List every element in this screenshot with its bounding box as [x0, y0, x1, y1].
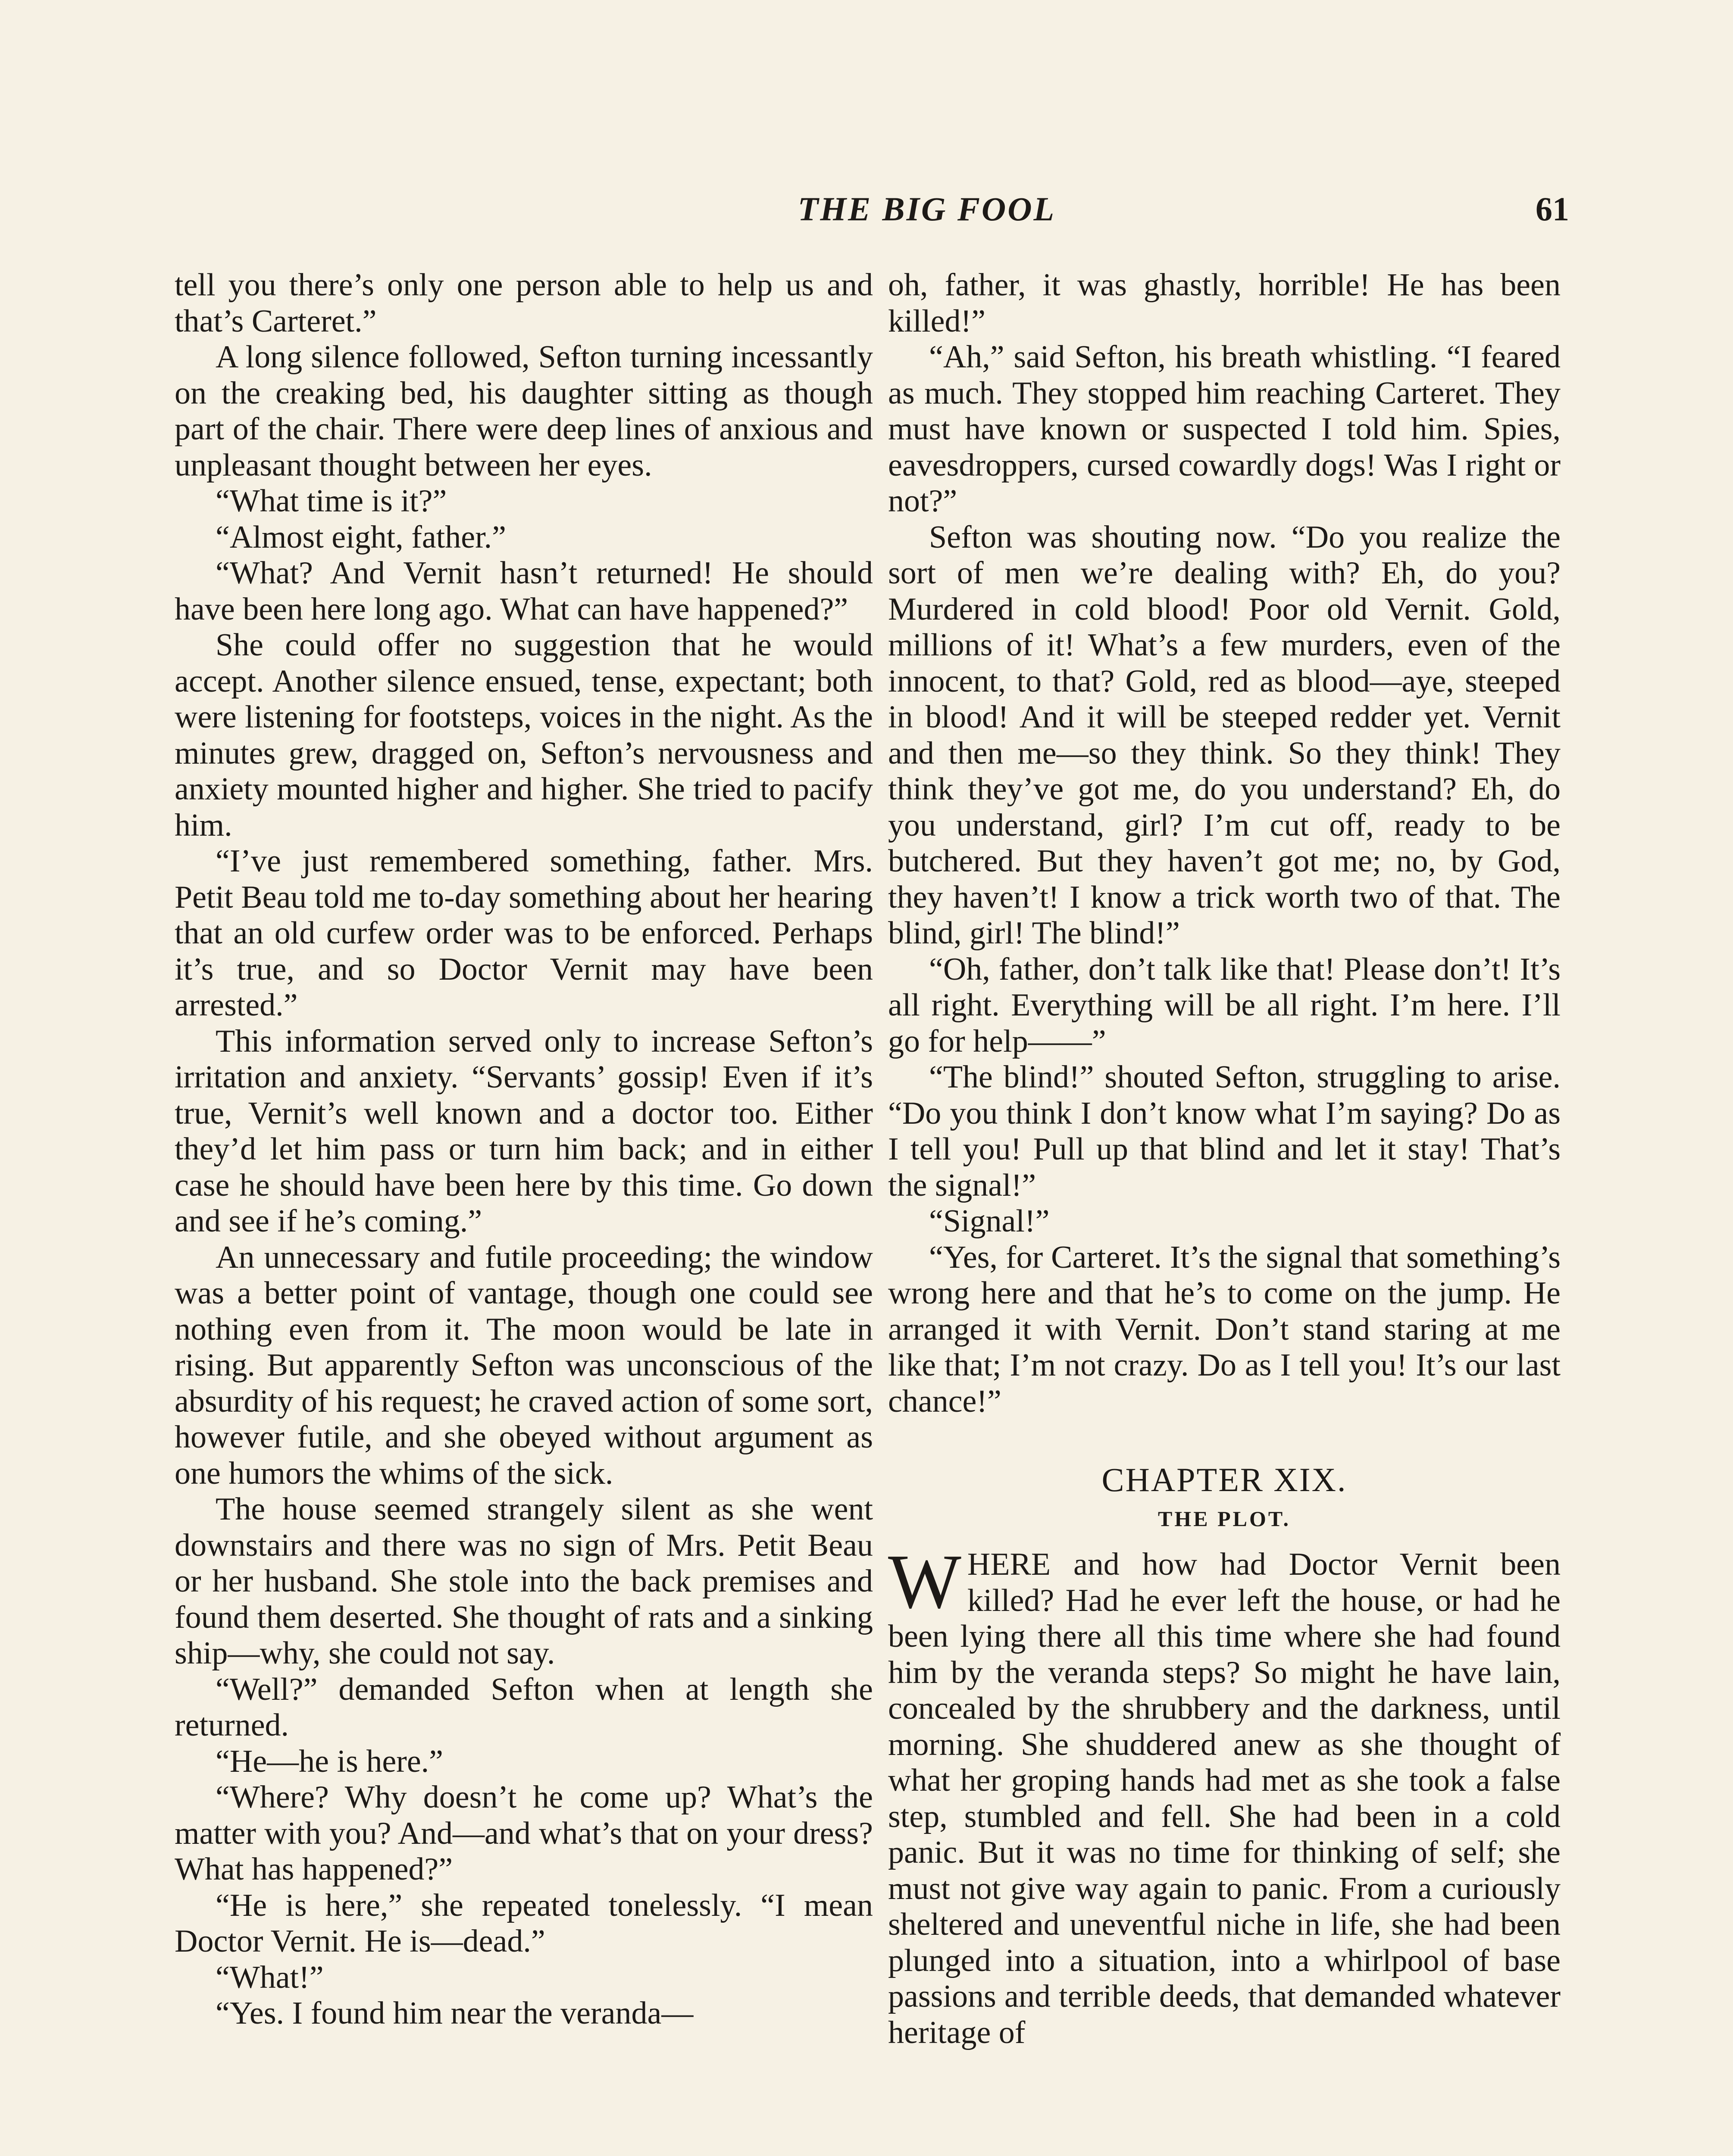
paragraph: “Almost eight, father.”	[216, 519, 507, 555]
paragraph: “Oh, father, don’t talk like that! Please don’t! It’s all right. Everything will be all right. I’m here. I’ll go for help——”	[888, 951, 1561, 1059]
paragraph: This information served only to increase Sefton’s irritation and anxiety. “Servants’ gossip! Even if it’s true, Vernit’s well known and a doctor too. Either they’d let him pass or turn him back; and in either case he should have been here by this time. Go down and see if he’s coming.”	[175, 1023, 873, 1239]
paragraph: “What time is it?”	[216, 483, 447, 519]
paragraph: “The blind!” shouted Sefton, struggling to arise. “Do you think I don’t know what I’m saying? Do as I tell you! Pull up that blind and let it stay! That’s the signal!”	[888, 1059, 1561, 1203]
right-column	[888, 267, 1561, 2156]
running-title: THE BIG FOOL	[798, 190, 1056, 228]
paragraph: oh, father, it was ghastly, horrible! He has been killed!”	[888, 267, 1561, 339]
paragraph: An unnecessary and futile proceeding; the window was a better point of vantage, though one could see nothing even from it. The moon would be late in rising. But apparently Sefton was unconscious of the absurdity of his request; he craved action of some sort, however futile, and she obeyed without argument as one humors the whims of the sick.	[175, 1239, 873, 1491]
drop-cap: W	[888, 1539, 961, 1624]
paragraph: A long silence followed, Sefton turning incessantly on the creaking bed, his daughter sitting as though part of the chair. There were deep lines of anxious and unpleasant thought between her eyes.	[175, 339, 873, 483]
paragraph: “Yes. I found him near the veranda—	[216, 1996, 694, 2031]
chapter-opening-paragraph	[888, 1539, 1561, 2051]
chapter-title: CHAPTER XIX.	[1101, 1461, 1347, 1498]
paragraph: “He is here,” she repeated tonelessly. “I mean Doctor Vernit. He is—dead.”	[175, 1887, 873, 1959]
paragraph: “Well?” demanded Sefton when at length she returned.	[175, 1671, 873, 1743]
chapter-subtitle: THE PLOT.	[1157, 1507, 1291, 1531]
paragraph: She could offer no suggestion that he would accept. Another silence ensued, tense, expectant; both were listening for footsteps, voices in the night. As the minutes grew, dragged on, Sefton’s nervousness and anxiety mounted higher and higher. She tried to pacify him.	[175, 627, 873, 843]
chapter-opening-text: HERE and how had Doctor Vernit been killed? Had he ever left the house, or had he been lying there all this time where she had found him by the veranda steps? So might he have lain, concealed by the shrubbery and the darkness, until morning. She shuddered anew as she thought of what her groping hands had met as she took a false step, stumbled and fell. She had been in a cold panic. But it was no time for thinking of self; she must not give way again to panic. From a curiously sheltered and uneventful niche in life, she had been plunged into a situation, into a whirlpool of base passions and terrible deeds, that demanded whatever heritage of	[888, 1547, 1561, 2050]
paragraph: “Yes, for Carteret. It’s the signal that something’s wrong here and that he’s to come on the jump. He arranged it with Vernit. Don’t stand staring at me like that; I’m not crazy. Do as I tell you! It’s our last chance!”	[888, 1239, 1561, 1419]
paragraph: “What? And Vernit hasn’t returned! He should have been here long ago. What can have happened?”	[175, 555, 873, 627]
paragraph: The house seemed strangely silent as she went downstairs and there was no sign of Mrs. Petit Beau or her husband. She stole into the back premises and found them deserted. She thought of rats and a sinking ship—why, she could not say.	[175, 1492, 873, 1671]
left-column	[175, 267, 873, 2156]
paragraph: “What!”	[216, 1959, 324, 1995]
paragraph: “Ah,” said Sefton, his breath whistling. “I feared as much. They stopped him reaching Carteret. They must have known or suspected I told him. Spies, eavesdroppers, cursed cowardly dogs! Was I right or not?”	[888, 339, 1561, 519]
page-number: 61	[1536, 190, 1569, 228]
paragraph: Sefton was shouting now. “Do you realize the sort of men we’re dealing with? Eh, do you? Murdered in cold blood! Poor old Vernit. Gold, millions of it! What’s a few murders, even of the innocent, to that? Gold, red as blood—aye, steeped in blood! And it will be steeped redder yet. Vernit and then me—so they think. So they think! They think they’ve got me, do you understand? Eh, do you understand, girl? I’m cut off, ready to be butchered. But they haven’t got me; no, by God, they haven’t! I know a trick worth two of that. The blind, girl! The blind!”	[888, 519, 1561, 951]
paragraph: “I’ve just remembered something, father. Mrs. Petit Beau told me to-day something about her hearing that an old curfew order was to be enforced. Perhaps it’s true, and so Doctor Vernit may have been arrested.”	[175, 843, 873, 1023]
paragraph: “Where? Why doesn’t he come up? What’s the matter with you? And—and what’s that on your dress? What has happened?”	[175, 1780, 873, 1887]
paragraph: “Signal!”	[929, 1203, 1050, 1239]
paragraph: tell you there’s only one person able to help us and that’s Carteret.”	[175, 267, 873, 339]
paragraph: “He—he is here.”	[216, 1743, 444, 1779]
